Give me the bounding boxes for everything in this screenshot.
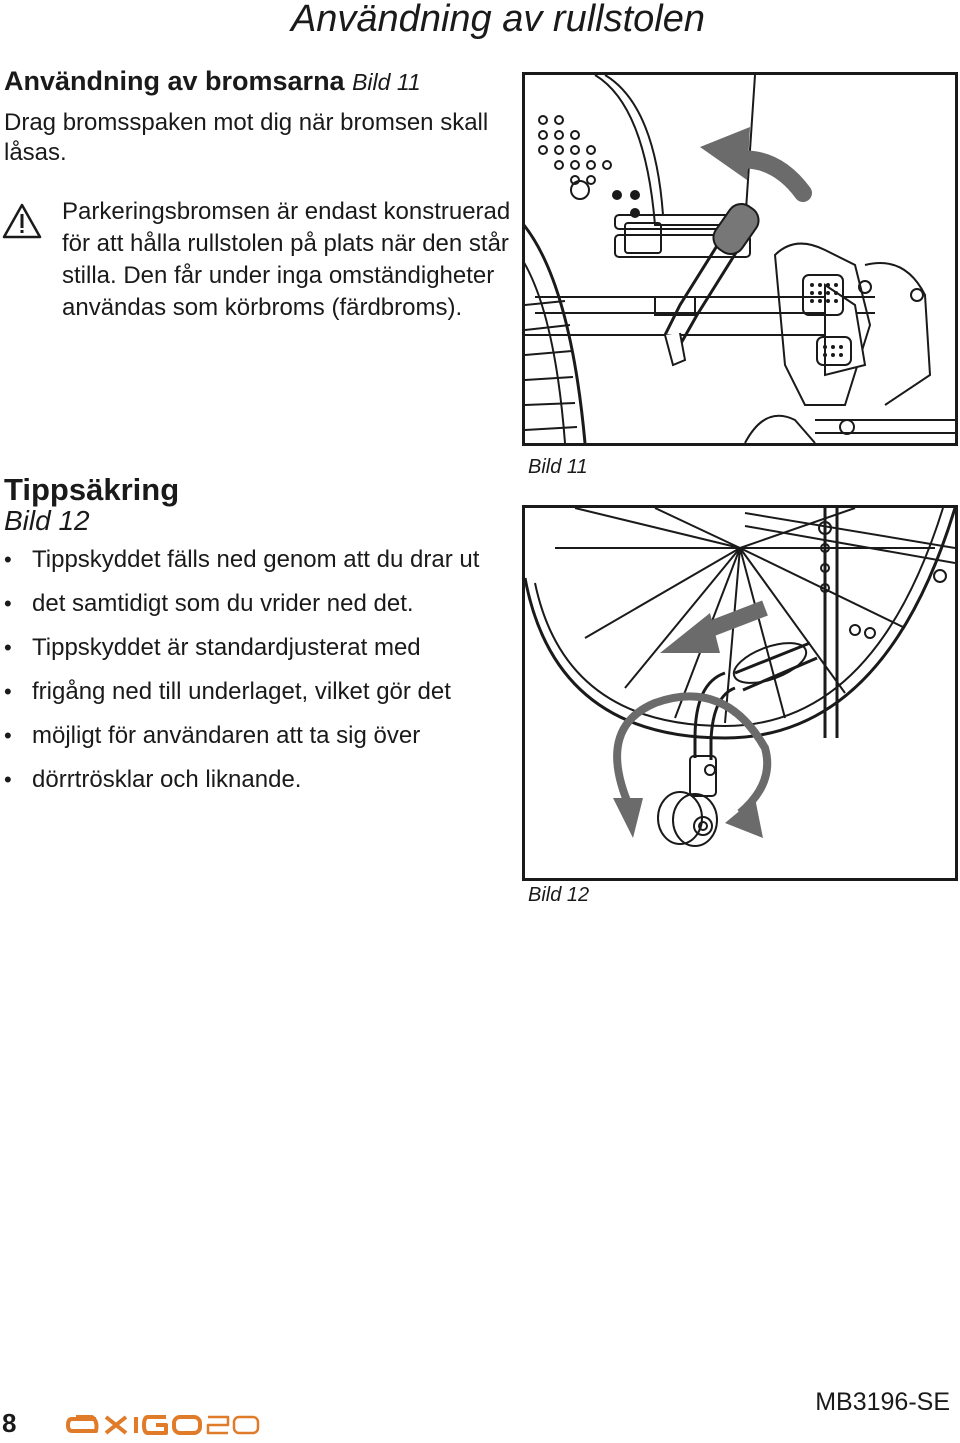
pull-out-arrow	[660, 608, 765, 653]
figure-12-caption: Bild 12	[528, 884, 590, 906]
brakes-figure-ref: Bild 11	[352, 69, 421, 95]
list-item: • möjligt för användaren att ta sig över	[4, 721, 504, 750]
warning-triangle-icon	[2, 203, 42, 239]
figure-brake-lever	[522, 72, 958, 446]
brakes-title-text: Användning av bromsarna	[4, 66, 345, 96]
brake-warning-text: Parkeringsbromsen är endast konstruerad för att hålla rullstolen på plats när den står stilla. Den får under inga omständigheter användas som körbroms (färdbroms).	[62, 198, 511, 321]
anti-tip-illustration	[525, 508, 955, 878]
brakes-instruction: Drag bromsspaken mot dig när bromsen skall låsas.	[4, 109, 489, 166]
list-item: • frigång ned till underlaget, vilket gör det	[4, 677, 504, 706]
document-code: MB3196-SE	[815, 1388, 950, 1416]
tip-figure-ref: Bild 12	[4, 505, 90, 536]
exigo-logo	[66, 1407, 261, 1443]
list-item: • det samtidigt som du vrider ned det.	[4, 589, 504, 618]
list-item: • dörrtrösklar och liknande.	[4, 765, 504, 794]
page-header: Användning av rullstolen	[290, 0, 705, 40]
brake-illustration	[525, 75, 955, 443]
list-item: • Tippskyddet fälls ned genom att du drar ut	[4, 545, 504, 574]
figure-anti-tip	[522, 505, 958, 881]
tip-instructions-list	[4, 545, 504, 809]
section-title-brakes	[4, 66, 421, 97]
section-title-tip: Tippsäkring	[4, 472, 180, 507]
figure-11-caption: Bild 11	[528, 456, 588, 478]
page-number: 8	[2, 1408, 17, 1438]
list-item: • Tippskyddet är standardjusterat med	[4, 633, 504, 662]
